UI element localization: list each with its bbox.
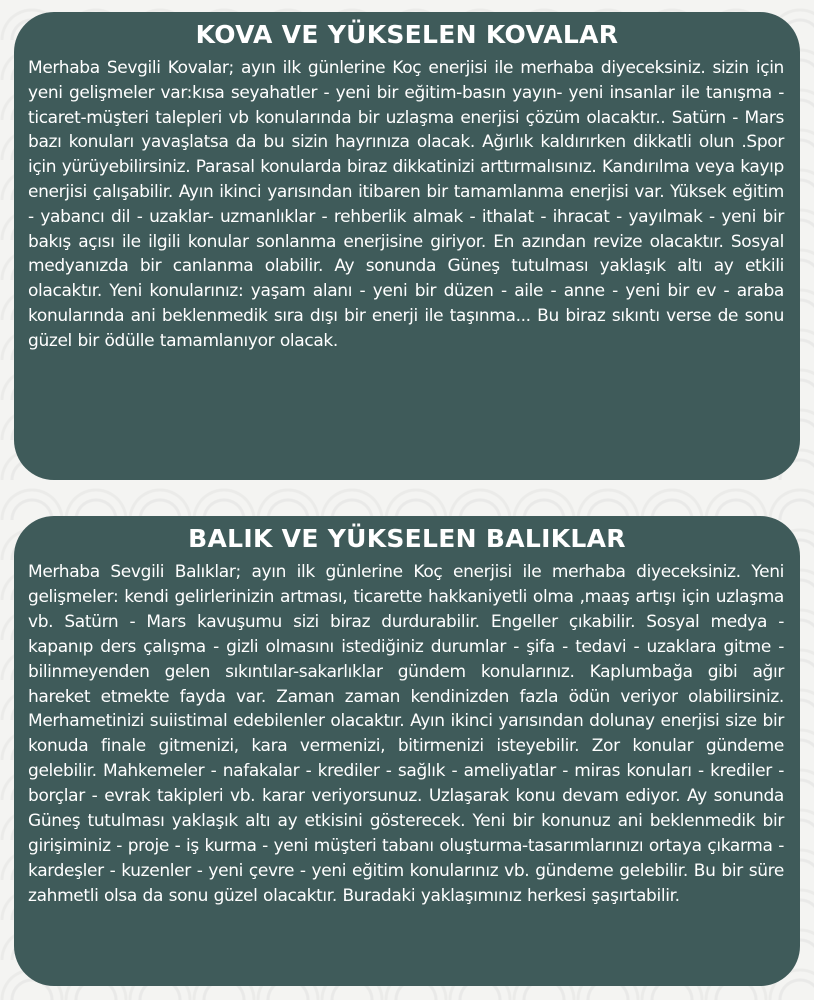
card-title: KOVA VE YÜKSELEN KOVALAR bbox=[195, 20, 619, 49]
horoscope-card-pisces bbox=[14, 516, 800, 986]
card-body-text: Merhaba Sevgili Kovalar; ayın ilk günlerine Koç enerjisi ile merhaba diyeceksiniz. sizin için yeni gelişmeler var:kısa seyahatler - yeni bir eğitim-basın yayın- yeni insanlar ile tanışma -ticaret-müşteri talepleri vb konularında bir uzlaşma enerjisi çözüm olacaktır.. Satürn - Mars bazı konuları yavaşlatsa da bu sizin hayrınıza olacak. Ağırlık kaldırırken dikkatli olun .Spor için yürüyebilirsiniz. Parasal konularda biraz dikkatinizi arttırmalısınız. Kandırılma veya kayıp enerjisi çalışabilir. Ayın ikinci yarısından itibaren bir tamamlanma enerjisi var. Yüksek eğitim - yabancı dil - uzaklar- uzmanlıklar - rehberlik almak - ithalat - ihracat - yayılmak - yeni bir bakış açısı ile ilgili konular sonlanma enerjisine giriyor. En azından revize olacaktır. Sosyal medyanızda bir canlanma olabilir. Ay sonunda Güneş tutulması yaklaşık altı ay etkili olacaktır. Yeni konularınız: yaşam alanı - yeni bir düzen - aile - anne - yeni bir ev - araba konularında ani beklenmedik sıra dışı bir enerji ile taşınma... Bu biraz sıkıntı verse de sonu güzel bir ödülle tamamlanıyor olacak. bbox=[28, 58, 784, 351]
card-body-text: Merhaba Sevgili Balıklar; ayın ilk günlerine Koç enerjisi ile merhaba diyeceksiniz. Yeni gelişmeler: kendi gelirlerinizin artması, ticarette hakkaniyetli olma ,maaş artışı için uzlaşma vb. Satürn - Mars kavuşumu sizi biraz durdurabilir. Engeller çıkabilir. Sosyal medya - kapanıp ders çalışma - gizli olmasını istediğiniz durumlar - şifa - tedavi - uzaklara gitme - bilinmeyenden gelen sıkıntılar-sakarlıklar gündem konularınız. Kaplumbağa gibi ağır hareket etmekte fayda var. Zaman zaman kendinizden fazla ödün veriyor olabilirsiniz. Merhametinizi suiistimal edebilenler olacaktır. Ayın ikinci yarısından dolunay enerjisi size bir konuda finale gitmenizi, kara vermenizi, bitirmenizi isteyebilir. Zor konular gündeme gelebilir. Mahkemeler - nafakalar - krediler - sağlık - ameliyatlar - miras konuları - krediler - borçlar - evrak takipleri vb. karar veriyorsunuz. Uzlaşarak konu devam ediyor. Ay sonunda Güneş tutulması yaklaşık altı ay etkisini gösterecek. Yeni bir konunuz ani beklenmedik bir girişiminiz - proje - iş kurma - yeni müşteri tabanı oluşturma-tasarımlarınızı ortaya çıkarma - kardeşler - kuzenler - yeni çevre - yeni eğitim konularınız vb. gündeme gelebilir. Bu bir süre zahmetli olsa da sonu güzel olacaktır. Buradaki yaklaşımınız herkesi şaşırtabilir. bbox=[28, 562, 784, 906]
horoscope-card-aquarius bbox=[14, 12, 800, 480]
card-title: BALIK VE YÜKSELEN BALIKLAR bbox=[188, 524, 626, 553]
